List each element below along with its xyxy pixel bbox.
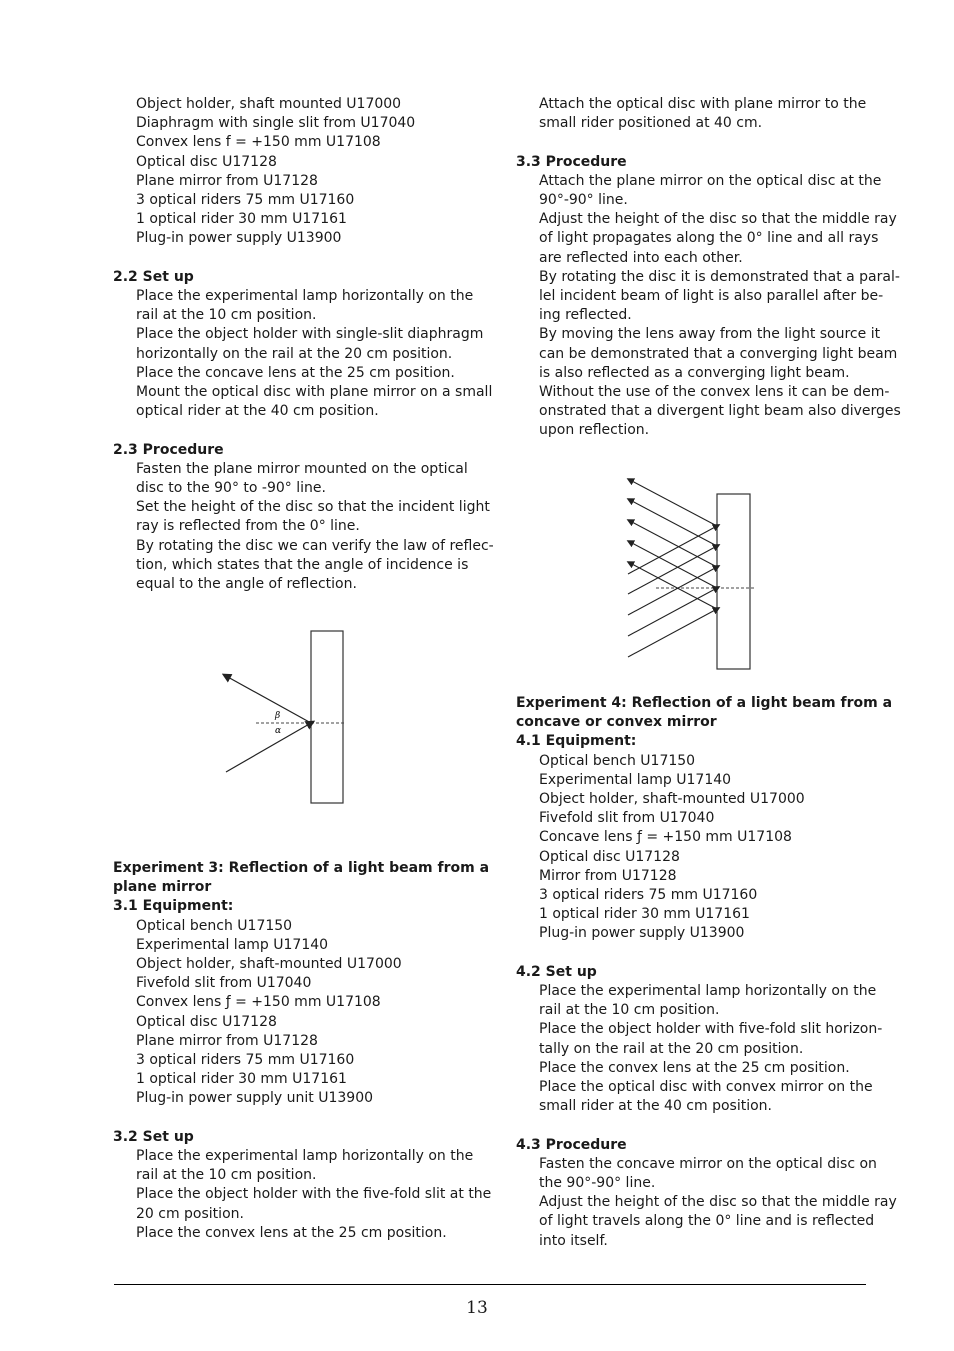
list-item: Fivefold slit from U17040	[136, 975, 312, 992]
reflected-ray	[630, 480, 717, 526]
text-line: By rotating the disc it is demonstrated that a paral-	[539, 268, 900, 285]
equipment-list-4-1	[516, 752, 863, 944]
section-heading-2-2: 2.2 Set up	[113, 268, 194, 285]
text-line: rail at the 10 cm position.	[136, 307, 317, 324]
list-item: Mirror from U17128	[539, 867, 677, 884]
text-line: lel incident beam of light is also parallel after be-	[539, 288, 884, 305]
text-line: tion, which states that the angle of incidence is	[136, 556, 469, 573]
text-line: small rider positioned at 40 cm.	[539, 115, 763, 132]
list-item: Optical disc U17128	[539, 848, 680, 865]
list-item: Experimental lamp U17140	[136, 936, 329, 953]
list-item: 1 optical rider 30 mm U17161	[539, 906, 750, 923]
text-line: 90°-90° line.	[539, 192, 628, 208]
list-item: Optical disc U17128	[136, 153, 277, 170]
text-line: Adjust the height of the disc so that the middle ray	[539, 211, 897, 228]
list-item: Object holder, shaft-mounted U17000	[136, 956, 402, 973]
text-line: equal to the angle of reflection.	[136, 576, 357, 593]
section-body-3-2	[113, 1147, 492, 1243]
text-line: Place the concave lens at the 25 cm position.	[136, 364, 455, 381]
left-column	[113, 95, 494, 594]
text-line: are reflected into each other.	[539, 249, 743, 266]
section-heading-2-3: 2.3 Procedure	[113, 441, 224, 458]
section-heading-4-2: 4.2 Set up	[516, 963, 597, 980]
text-line: small rider at the 40 cm position.	[539, 1098, 772, 1115]
section-heading-3-3: 3.3 Procedure	[516, 153, 627, 170]
alpha-label: α	[275, 726, 282, 736]
text-line: Place the convex lens at the 25 cm position.	[539, 1059, 850, 1076]
list-item: Object holder, shaft-mounted U17000	[539, 791, 805, 808]
text-line: Fasten the plane mirror mounted on the optical	[136, 460, 468, 477]
section-body-3-3	[516, 172, 901, 441]
text-line: of light propagates along the 0° line and all rays	[539, 230, 879, 247]
text-line: Attach the plane mirror on the optical disc at the	[539, 172, 882, 189]
section-body-4-2	[516, 982, 883, 1116]
experiment-3-heading: Experiment 3: Reflection of a light beam from a plane mirror	[113, 860, 490, 896]
right-column	[516, 95, 901, 441]
list-item: Convex lens f = +150 mm U17108	[136, 134, 381, 151]
text-line: Place the optical disc with convex mirror on the	[539, 1079, 873, 1096]
text-line: of light travels along the 0° line and is reflected	[539, 1213, 875, 1230]
experiment-4-heading: Experiment 4: Reflection of a light beam from a concave or convex mirror	[516, 695, 893, 731]
beta-label: β	[275, 711, 281, 721]
footer-rule	[114, 1284, 866, 1285]
text-line: the 90°-90° line.	[539, 1175, 656, 1192]
reflected-ray	[630, 500, 717, 546]
list-item: Optical bench U17150	[539, 752, 696, 769]
incident-ray	[628, 526, 717, 574]
text-line: Attach the optical disc with plane mirror to the	[539, 96, 867, 112]
incident-ray	[226, 723, 311, 772]
list-item: Optical disc U17128	[136, 1013, 277, 1030]
intro-text	[516, 95, 867, 133]
text-line: onstrated that a divergent light beam also diverges	[539, 403, 901, 420]
left-column-lower	[113, 859, 492, 1243]
text-line: Adjust the height of the disc so that the middle ray	[539, 1194, 897, 1211]
section-heading-4-1: 4.1 Equipment:	[516, 733, 637, 750]
text-line: is also reflected as a converging light beam.	[539, 364, 850, 381]
text-line: rail at the 10 cm position.	[136, 1167, 317, 1184]
list-item: Convex lens ƒ = +150 mm U17108	[136, 994, 381, 1011]
section-body-2-3	[113, 460, 494, 594]
text-line: tally on the rail at the 20 cm position.	[539, 1040, 804, 1057]
incident-ray	[628, 546, 717, 594]
list-item: 3 optical riders 75 mm U17160	[539, 887, 758, 904]
mirror-disc	[717, 494, 750, 669]
right-column-lower	[516, 694, 897, 1251]
section-heading-3-2: 3.2 Set up	[113, 1128, 194, 1145]
section-body-4-3	[516, 1155, 897, 1251]
text-line: Place the experimental lamp horizontally on the	[136, 288, 474, 305]
page-number: 13	[466, 1298, 488, 1318]
text-line: Place the object holder with single-slit diaphragm	[136, 326, 484, 343]
section-heading-4-3: 4.3 Procedure	[516, 1136, 627, 1153]
equipment-list-top	[113, 95, 460, 249]
text-line: upon reflection.	[539, 422, 650, 439]
list-item: Plug-in power supply unit U13900	[136, 1090, 374, 1107]
list-item: Plane mirror from U17128	[136, 1032, 318, 1049]
section-body-2-2	[113, 287, 493, 421]
list-item: Plug-in power supply U13900	[136, 230, 342, 247]
text-line: Place the experimental lamp horizontally on the	[136, 1148, 474, 1165]
list-item: 1 optical rider 30 mm U17161	[136, 1071, 347, 1088]
text-line: Mount the optical disc with plane mirror on a small	[136, 384, 493, 401]
incident-ray	[628, 567, 717, 615]
section-heading-3-1: 3.1 Equipment:	[113, 898, 234, 915]
text-line: Place the experimental lamp horizontally on the	[539, 983, 877, 1000]
text-line: Fasten the concave mirror on the optical disc on	[539, 1155, 877, 1172]
reflected-ray	[226, 676, 311, 723]
text-line: Without the use of the convex lens it can be dem-	[539, 384, 890, 401]
text-line: ray is reflected from the 0° line.	[136, 518, 360, 535]
text-line: Set the height of the disc so that the incident light	[136, 499, 490, 516]
list-item: Fivefold slit from U17040	[539, 810, 715, 827]
text-line: into itself.	[539, 1232, 608, 1249]
mirror-disc	[311, 631, 343, 803]
text-line: horizontally on the rail at the 20 cm position.	[136, 345, 453, 362]
text-line: Place the convex lens at the 25 cm position.	[136, 1224, 447, 1241]
text-line: optical rider at the 40 cm position.	[136, 403, 379, 420]
list-item: 3 optical riders 75 mm U17160	[136, 192, 355, 209]
list-item: Plane mirror from U17128	[136, 172, 318, 189]
list-item: 3 optical riders 75 mm U17160	[136, 1052, 355, 1069]
list-item: Plug-in power supply U13900	[539, 925, 745, 942]
list-item: Concave lens ƒ = +150 mm U17108	[539, 829, 792, 846]
list-item: Diaphragm with single slit from U17040	[136, 115, 416, 132]
text-line: can be demonstrated that a converging light beam	[539, 345, 898, 362]
list-item: 1 optical rider 30 mm U17161	[136, 211, 347, 228]
reflected-ray	[630, 521, 717, 567]
equipment-list-3-1	[113, 917, 460, 1109]
text-line: Place the object holder with five-fold slit horizon-	[539, 1021, 883, 1038]
text-line: By rotating the disc we can verify the law of reflec-	[136, 537, 494, 554]
text-line: rail at the 10 cm position.	[539, 1002, 720, 1019]
incident-ray	[628, 588, 717, 636]
text-line: Place the object holder with the five-fold slit at the	[136, 1186, 492, 1203]
text-line: disc to the 90° to -90° line.	[136, 480, 326, 497]
text-line: 20 cm position.	[136, 1205, 244, 1222]
list-item: Experimental lamp U17140	[539, 771, 732, 788]
figure-single-ray-reflection	[222, 626, 352, 806]
incident-ray	[628, 609, 717, 657]
figure-parallel-beam-reflection	[624, 474, 756, 674]
list-item: Object holder, shaft mounted U17000	[136, 96, 402, 112]
list-item: Optical bench U17150	[136, 917, 293, 934]
text-line: ing reflected.	[539, 307, 632, 324]
text-line: By moving the lens away from the light source it	[539, 326, 881, 343]
